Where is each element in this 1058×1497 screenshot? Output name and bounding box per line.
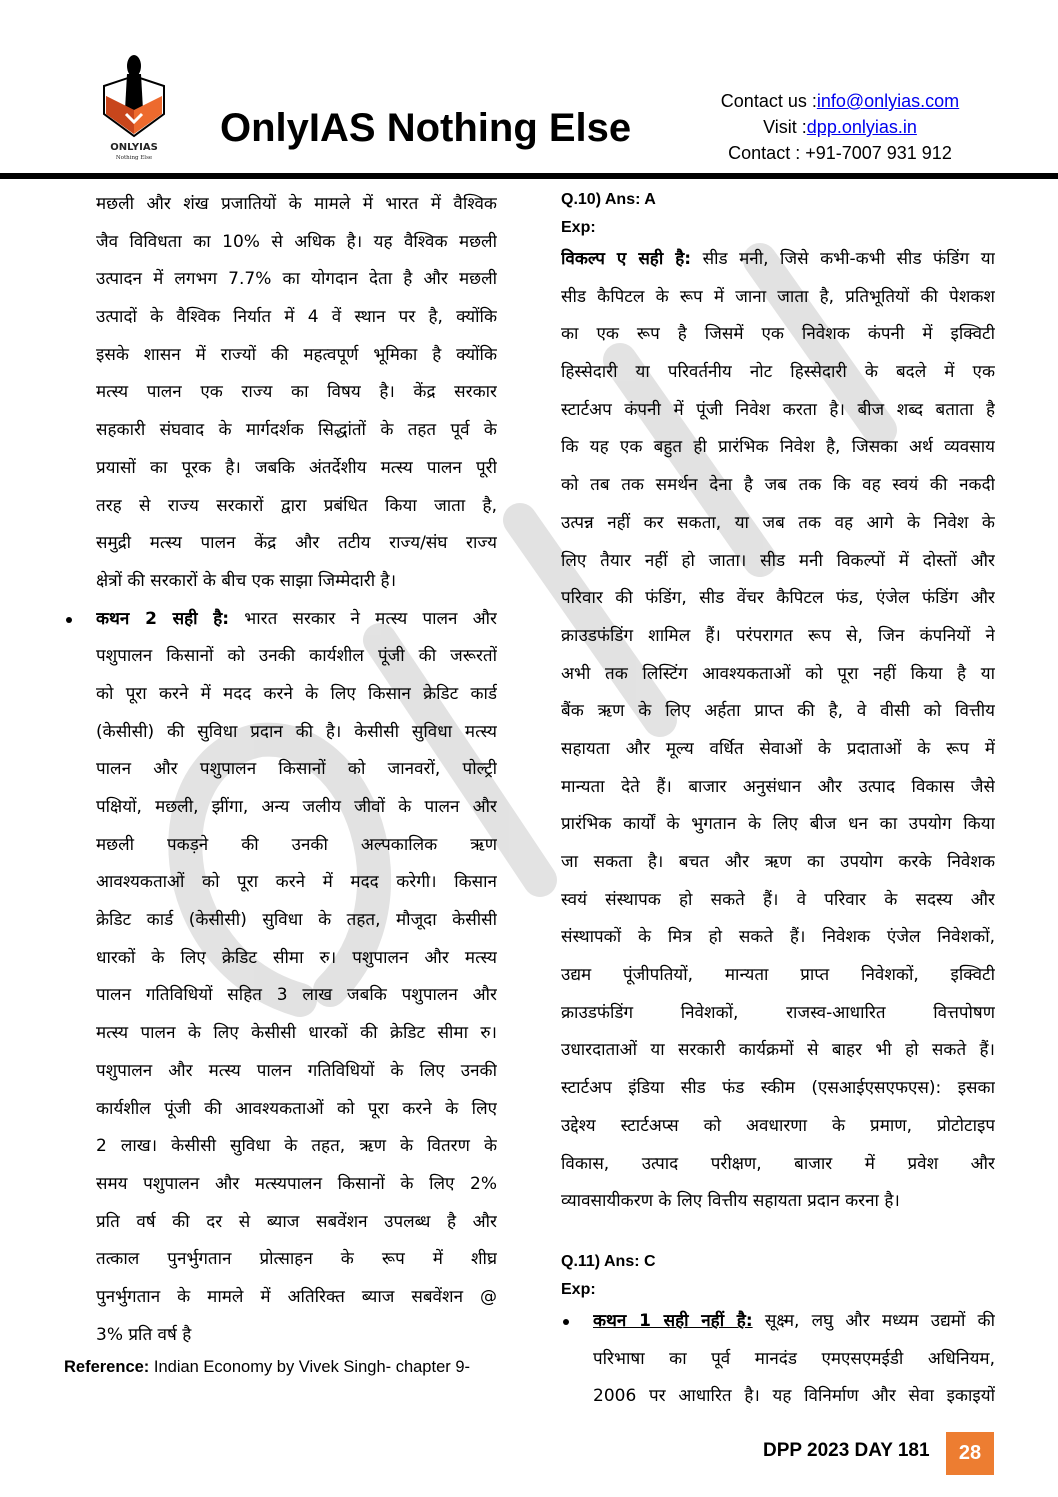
text-line: इसके शासन में राज्यों की महत्वपूर्ण भूमिका है क्योंकि — [96, 344, 497, 365]
text-line: उत्पादन में लगभग 7.7% का योगदान देता है और मछली — [96, 269, 497, 290]
reference-label: Reference: — [64, 1358, 150, 1376]
text-line: का एक रूप है जिसमें एक निवेशक कंपनी में इक्विटी — [561, 324, 995, 345]
text-line: मछली और शंख प्रजातियों के मामले में भारत में वैश्विक — [96, 194, 497, 214]
text-line: स्टार्टअप कंपनी में पूंजी निवेश करता है। बीज शब्द बताता है — [561, 399, 995, 420]
footer-label: DPP 2023 DAY 181 — [763, 1440, 930, 1461]
text-line: प्रति वर्ष की दर से ब्याज सबवेंशन उपलब्ध है और — [96, 1211, 497, 1232]
website-link[interactable]: dpp.onlyias.in — [806, 117, 917, 137]
q11-header — [561, 1248, 995, 1304]
reference-text: Indian Economy by Vivek Singh- chapter 9- — [149, 1358, 470, 1376]
text-line: मत्स्य पालन के लिए केसीसी धारकों की क्रेडिट सीमा रु। — [96, 1023, 497, 1044]
statement-2-paragraph — [96, 601, 497, 1355]
text-line: उत्पादों के वैश्विक निर्यात में 4 वें स्थान पर है, क्योंकि — [96, 307, 497, 328]
text-line: तत्काल पुनर्भुगतान प्रोत्साहन के रूप में शीघ्र — [96, 1249, 497, 1270]
onlyias-logo — [98, 52, 170, 162]
text-span: भारत सरकार ने मत्स्य पालन और — [229, 608, 497, 629]
q11-explanation — [593, 1303, 995, 1416]
text-line: अभी तक लिस्टिंग आवश्यकताओं को पूरा नहीं किया है या — [561, 663, 995, 684]
text-line: कि यह एक बहुत ही प्रारंभिक निवेश है, जिसका अर्थ व्यवसाय — [561, 437, 995, 458]
text-line: उधारदाताओं या सरकारी कार्यक्रमों से बाहर भी हो सकते हैं। — [561, 1040, 995, 1061]
text-line: पक्षियों, मछली, झींगा, अन्य जलीय जीवों के पालन और — [96, 797, 497, 817]
text-line: स्वयं संस्थापक हो सकते हैं। वे परिवार के सदस्य और — [561, 889, 995, 910]
q11-heading: Q.11) Ans: C — [561, 1253, 656, 1270]
text-line: जा सकता है। बचत और ऋण का उपयोग करके निवेशक — [561, 852, 995, 872]
text-line: समुद्री मत्स्य पालन केंद्र और तटीय राज्य/संघ राज्य — [96, 533, 497, 554]
phone-line: Contact : +91-7007 931 912 — [728, 143, 952, 163]
text-line: (केसीसी) की सुविधा प्रदान की है। केसीसी सुविधा मत्स्य — [96, 721, 497, 742]
q10-option-label: विकल्प ए सही है: — [561, 249, 692, 269]
text-line: प्रयासों का पूरक है। जबकि अंतर्देशीय मत्स्य पालन पूरी — [96, 457, 497, 478]
text-line — [593, 1303, 995, 1341]
text-line: कार्यशील पूंजी की आवश्यकताओं को पूरा करने के लिए — [96, 1098, 497, 1119]
text-line: मत्स्य पालन एक राज्य का विषय है। केंद्र सरकार — [96, 382, 497, 403]
visit-label: Visit : — [763, 117, 807, 137]
text-line: समय पशुपालन और मत्स्यपालन किसानों के लिए 2% — [96, 1173, 497, 1194]
text-line: क्षेत्रों की सरकारों के बीच एक साझा जिम्मेदारी है। — [96, 570, 397, 591]
text-line: पालन और पशुपालन किसानों को जानवरों, पोल्ट्री — [96, 759, 497, 780]
text-line: तरह से राज्य सरकारों द्वारा प्रबंधित किया जाता है, — [96, 495, 497, 516]
left-column — [96, 186, 497, 1354]
q11-statement-label: कथन 1 सही नहीं है: — [593, 1311, 753, 1331]
right-column — [561, 241, 995, 1221]
text-line: लिए तैयार नहीं हो जाता। सीड मनी विकल्पों में दोस्तों और — [561, 550, 995, 571]
fisheries-paragraph — [96, 186, 497, 601]
q11-exp-label: Exp: — [561, 1281, 596, 1298]
text-line: परिवार की फंडिंग, सीड वेंचर कैपिटल फंड, एंजेल फंडिंग और — [561, 588, 995, 609]
text-line: विकास, उत्पाद परीक्षण, बाजार में प्रवेश और — [561, 1153, 995, 1174]
contact-label: Contact us : — [720, 91, 817, 111]
text-line: संस्थापकों के मित्र हो सकते हैं। निवेशक एंजेल निवेशकों, — [561, 927, 995, 948]
reference-line — [64, 1358, 470, 1377]
text-line: सहकारी संघवाद के मार्गदर्शक सिद्धांतों के तहत पूर्व के — [96, 420, 497, 441]
text-line: उत्पन्न नहीं कर सकता, या जब तक वह आगे के निवेश के — [561, 512, 995, 533]
text-line: स्टार्टअप इंडिया सीड फंड स्कीम (एसआईएसएफएस): इसका — [561, 1078, 995, 1099]
page-number: 28 — [946, 1432, 994, 1475]
text-line: व्यावसायीकरण के लिए वित्तीय सहायता प्रदान करना है। — [561, 1191, 900, 1212]
text-line: को पूरा करने में मदद करने के लिए किसान क्रेडिट कार्ड — [96, 683, 497, 704]
text-line: बैंक ऋण के लिए अर्हता प्राप्त की है, वे वीसी को वित्तीय — [561, 701, 995, 722]
q10-header — [561, 186, 995, 242]
text-line: उद्यम पूंजीपतियों, मान्यता प्राप्त निवेशकों, इक्विटी — [561, 965, 995, 986]
header-divider — [0, 173, 1058, 179]
statement-2-label: कथन 2 सही है: — [96, 608, 230, 629]
text-line: 2 लाख। केसीसी सुविधा के तहत, ऋण के वितरण के — [96, 1136, 497, 1157]
contact-block — [690, 88, 990, 166]
text-line: सीड कैपिटल के रूप में जाना जाता है, प्रतिभूतियों की पेशकश — [561, 286, 995, 307]
logo-text: ONLYIAS — [110, 142, 158, 153]
bullet-icon — [563, 1319, 569, 1325]
text-line: सहायता और मूल्य वर्धित सेवाओं के प्रदाताओं के रूप में — [561, 738, 995, 759]
text-span: सीड मनी, जिसे कभी-कभी सीड फंडिंग या — [691, 249, 995, 269]
text-line: 3% प्रति वर्ष है — [96, 1324, 192, 1345]
text-line: क्रेडिट कार्ड (केसीसी) सुविधा के तहत, मौजूदा केसीसी — [96, 910, 497, 931]
text-span: सूक्ष्म, लघु और मध्यम उद्यमों की — [752, 1311, 995, 1331]
text-line: जैव विविधता का 10% से अधिक है। यह वैश्विक मछली — [96, 231, 497, 252]
text-line: धारकों के लिए क्रेडिट सीमा रु। पशुपालन और मत्स्य — [96, 947, 497, 968]
text-line: उद्देश्य स्टार्टअप्स को अवधारणा के प्रमाण, प्रोटोटाइप — [561, 1115, 995, 1136]
bullet-icon — [66, 617, 72, 623]
text-line — [561, 241, 995, 279]
logo-subtext: Nothing Else — [115, 155, 153, 161]
brand-title: OnlyIAS Nothing Else — [220, 106, 632, 150]
text-line — [96, 601, 497, 639]
text-line: पशुपालन और मत्स्य पालन गतिविधियों के लिए उनकी — [96, 1060, 497, 1081]
text-line: मछली पकड़ने की उनकी अल्पकालिक ऋण — [96, 834, 497, 855]
text-line: क्राउडफंडिंग शामिल हैं। परंपरागत रूप से, जिन कंपनियों ने — [561, 625, 995, 646]
text-line: हिस्सेदारी या परिवर्तनीय नोट हिस्सेदारी के बदले में एक — [561, 362, 995, 383]
text-line: प्रारंभिक कार्यों के भुगतान के लिए बीज धन का उपयोग किया — [561, 814, 995, 835]
text-line: पशुपालन किसानों को उनकी कार्यशील पूंजी की जरूरतों — [96, 646, 497, 667]
q10-explanation — [561, 241, 995, 1221]
text-line: क्राउडफंडिंग निवेशकों, राजस्व-आधारित वित्तपोषण — [561, 1002, 995, 1023]
q10-heading: Q.10) Ans: A — [561, 191, 656, 208]
text-line: 2006 पर आधारित है। यह विनिर्माण और सेवा इकाइयों — [593, 1386, 995, 1407]
email-link[interactable]: info@onlyias.com — [816, 91, 960, 111]
text-line: परिभाषा का पूर्व मानदंड एमएसएमईडी अधिनियम, — [593, 1348, 995, 1369]
text-line: आवश्यकताओं को पूरा करने में मदद करेगी। किसान — [96, 872, 497, 893]
q10-exp-label: Exp: — [561, 219, 596, 236]
text-line: पुनर्भुगतान के मामले में अतिरिक्त ब्याज सबवेंशन @ — [96, 1286, 497, 1307]
text-line: पालन गतिविधियों सहित 3 लाख जबकि पशुपालन और — [96, 985, 497, 1006]
text-line: को तब तक समर्थन देना है जब तक कि वह स्वयं की नकदी — [561, 475, 995, 496]
text-line: मान्यता देते हैं। बाजार अनुसंधान और उत्पाद विकास जैसे — [561, 776, 995, 797]
